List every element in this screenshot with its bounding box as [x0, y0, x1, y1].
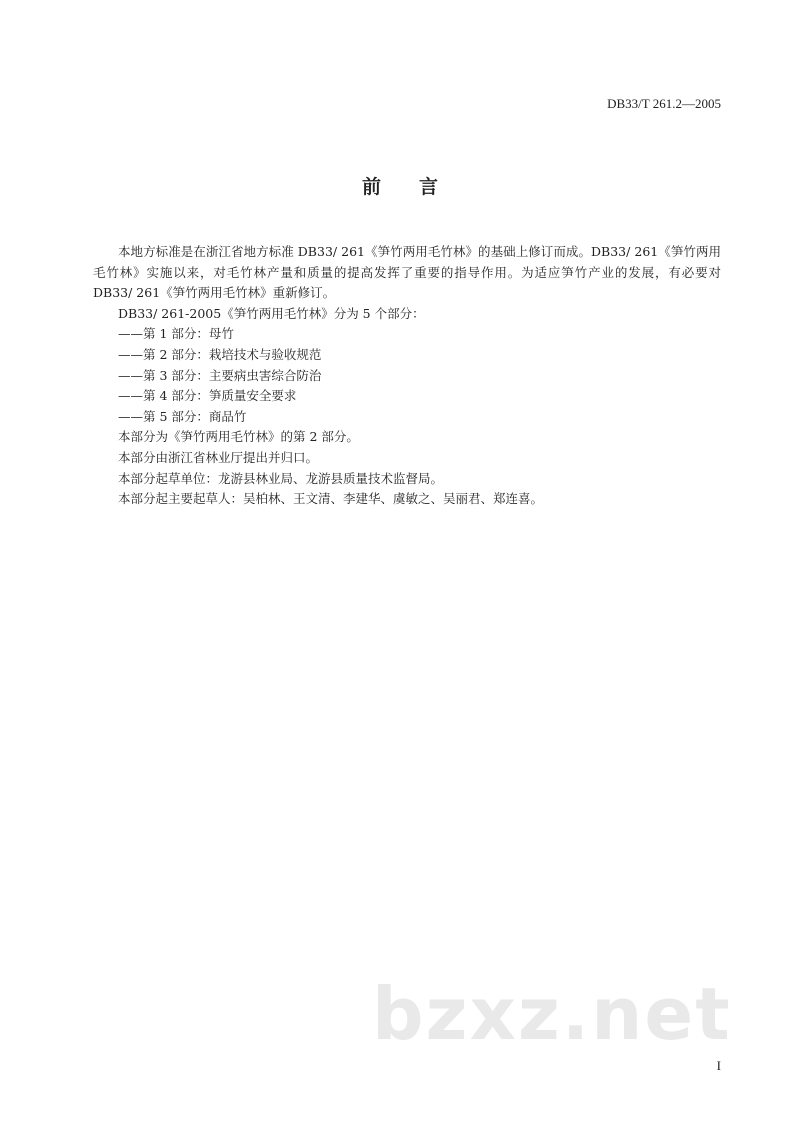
- drafters-statement: 本部分起主要起草人：吴柏林、王文清、李建华、虞敏之、吴丽君、郑连喜。: [118, 491, 544, 507]
- part-item-1: ——第 1 部分：母竹: [118, 326, 234, 342]
- watermark: bzxz.net: [372, 972, 732, 1056]
- part-item-3: ——第 3 部分：主要病虫害综合防治: [118, 367, 322, 383]
- page-title: 前言: [361, 176, 476, 198]
- this-part-statement: 本部分为《笋竹两用毛竹林》的第 2 部分。: [118, 429, 359, 445]
- document-body: [93, 242, 721, 510]
- parts-intro: DB33/ 261-2005《笋竹两用毛竹林》分为 5 个部分：: [118, 305, 425, 321]
- drafting-units-statement: 本部分起草单位：龙游县林业局、龙游县质量技术监督局。: [118, 470, 444, 486]
- document-code: DB33/T 261.2—2005: [607, 96, 721, 111]
- proposed-by-statement: 本部分由浙江省林业厅提出并归口。: [118, 449, 319, 465]
- page-number: I: [716, 1058, 721, 1073]
- part-item-2: ——第 2 部分：栽培技术与验收规范: [118, 346, 322, 362]
- part-item-5: ——第 5 部分：商品竹: [118, 408, 247, 424]
- part-item-4: ——第 4 部分：笋质量安全要求: [118, 388, 297, 404]
- intro-paragraph: 本地方标准是在浙江省地方标准 DB33/ 261《笋竹两用毛竹林》的基础上修订而成。DB33/ 261《笋竹两用毛竹林》实施以来，对毛竹林产量和质量的提高发挥了重要的指导作用。为适应笋竹产业的发展，有必要对 DB33/ 261《笋竹两用毛竹林》重新修订。: [93, 244, 721, 301]
